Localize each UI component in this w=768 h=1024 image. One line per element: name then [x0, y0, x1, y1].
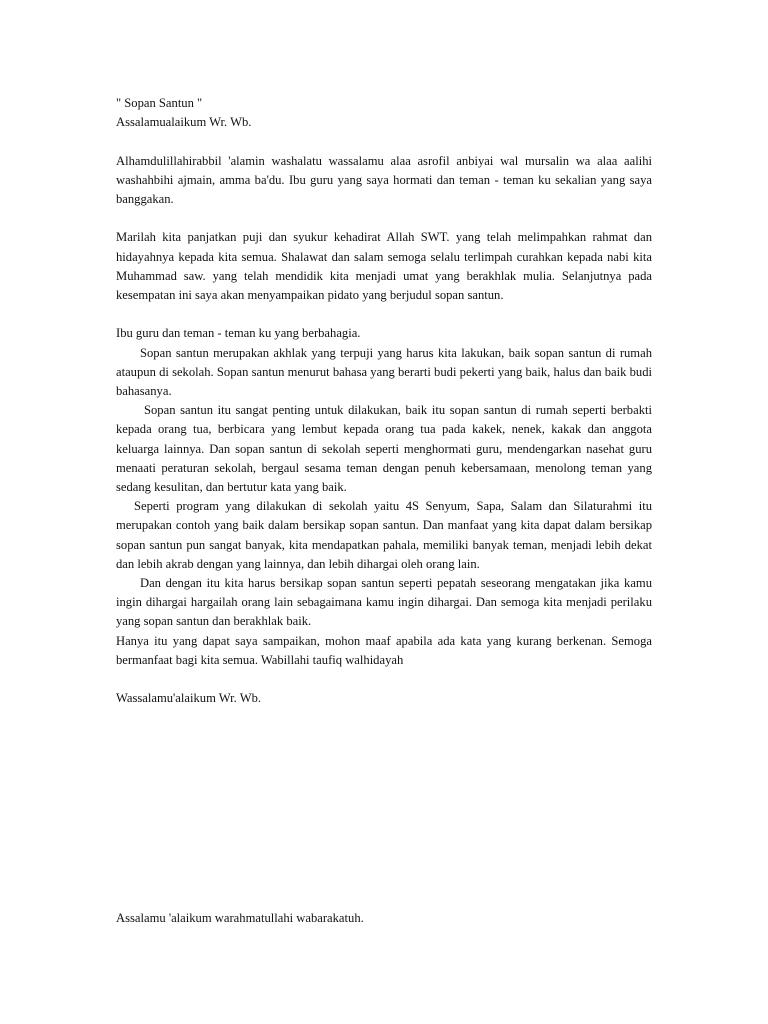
- spacer: [116, 132, 652, 151]
- spacer: [116, 209, 652, 228]
- paragraph-closing-remarks: Hanya itu yang dapat saya sampaikan, mohon maaf apabila ada kata yang kurang berkenan. Semoga bermanfaat bagi kita semua. Wabillahi taufiq walhidayah: [116, 633, 652, 667]
- spacer: [116, 670, 652, 689]
- paragraph-definition: Sopan santun merupakan akhlak yang terpuji yang harus kita lakukan, baik sopan santun di rumah ataupun di sekolah. Sopan santun menurut bahasa yang berarti budi pekerti yang baik, halus dan baik budi bahasanya.: [116, 345, 652, 398]
- paragraph-gratitude: Marilah kita panjatkan puji dan syukur kehadirat Allah SWT. yang telah melimpahkan rahmat dan hidayahnya kepada kita semua. Shalawat dan salam semoga selalu terlimpah curahkan kepada nabi kita Muhammad saw. yang telah mendidik kita menjadi umat yang berakhlak mulia. Selanjutnya pada kesempatan ini saya akan menyampaikan pidato yang berjudul sopan santun.: [116, 230, 652, 302]
- paragraph-importance: Sopan santun itu sangat penting untuk dilakukan, baik itu sopan santun di rumah seperti berbakti kepada orang tua, berbicara yang lembut kepada orang tua pada kakek, nenek, kakak dan anggota keluarga lainnya. Dan sopan santun di sekolah seperti menghormati guru, mendengarkan nasehat guru menaati peraturan sekolah, bergaul sesama teman dengan penuh kebersamaan, menolong teman yang sedang kesulitan, dan bertutur kata yang baik.: [116, 403, 652, 495]
- document-body: [116, 94, 652, 708]
- document-title: " Sopan Santun ": [116, 96, 203, 110]
- paragraph-address: Ibu guru dan teman - teman ku yang berbahagia.: [116, 326, 361, 341]
- paragraph-opening-prayer: Alhamdulillahirabbil 'alamin washalatu wassalamu alaa asrofil anbiyai wal mursalin wa alaa aalihi washahbihi ajmain, amma ba'du. Ibu guru yang saya hormati dan teman - teman ku sekalian yang saya banggakan.: [116, 153, 652, 206]
- paragraph-program: Seperti program yang dilakukan di sekolah yaitu 4S Senyum, Sapa, Salam dan Silaturahmi itu merupakan contoh yang baik dalam bersikap sopan santun. Dan manfaat yang kita dapat dalam bersikap sopan santun pun sangat banyak, kita mendapatkan pahala, memiliki banyak teman, menjadi lebih dekat dan lebih akrab dengan yang lainnya, dan lebih dihargai oleh orang lain.: [116, 499, 652, 571]
- paragraph-proverb: Dan dengan itu kita harus bersikap sopan santun seperti pepatah seseorang mengatakan jika kamu ingin dihargai hargailah orang lain sebagaimana kamu ingin dihargai. Dan semoga kita menjadi perilaku yang sopan santun dan berakhlak baik.: [116, 576, 652, 629]
- spacer: [116, 305, 652, 324]
- closing-greeting: Wassalamu'alaikum Wr. Wb.: [116, 691, 262, 706]
- opening-greeting: Assalamualaikum Wr. Wb.: [116, 115, 252, 130]
- footer-greeting: Assalamu 'alaikum warahmatullahi wabarakatuh.: [116, 911, 364, 925]
